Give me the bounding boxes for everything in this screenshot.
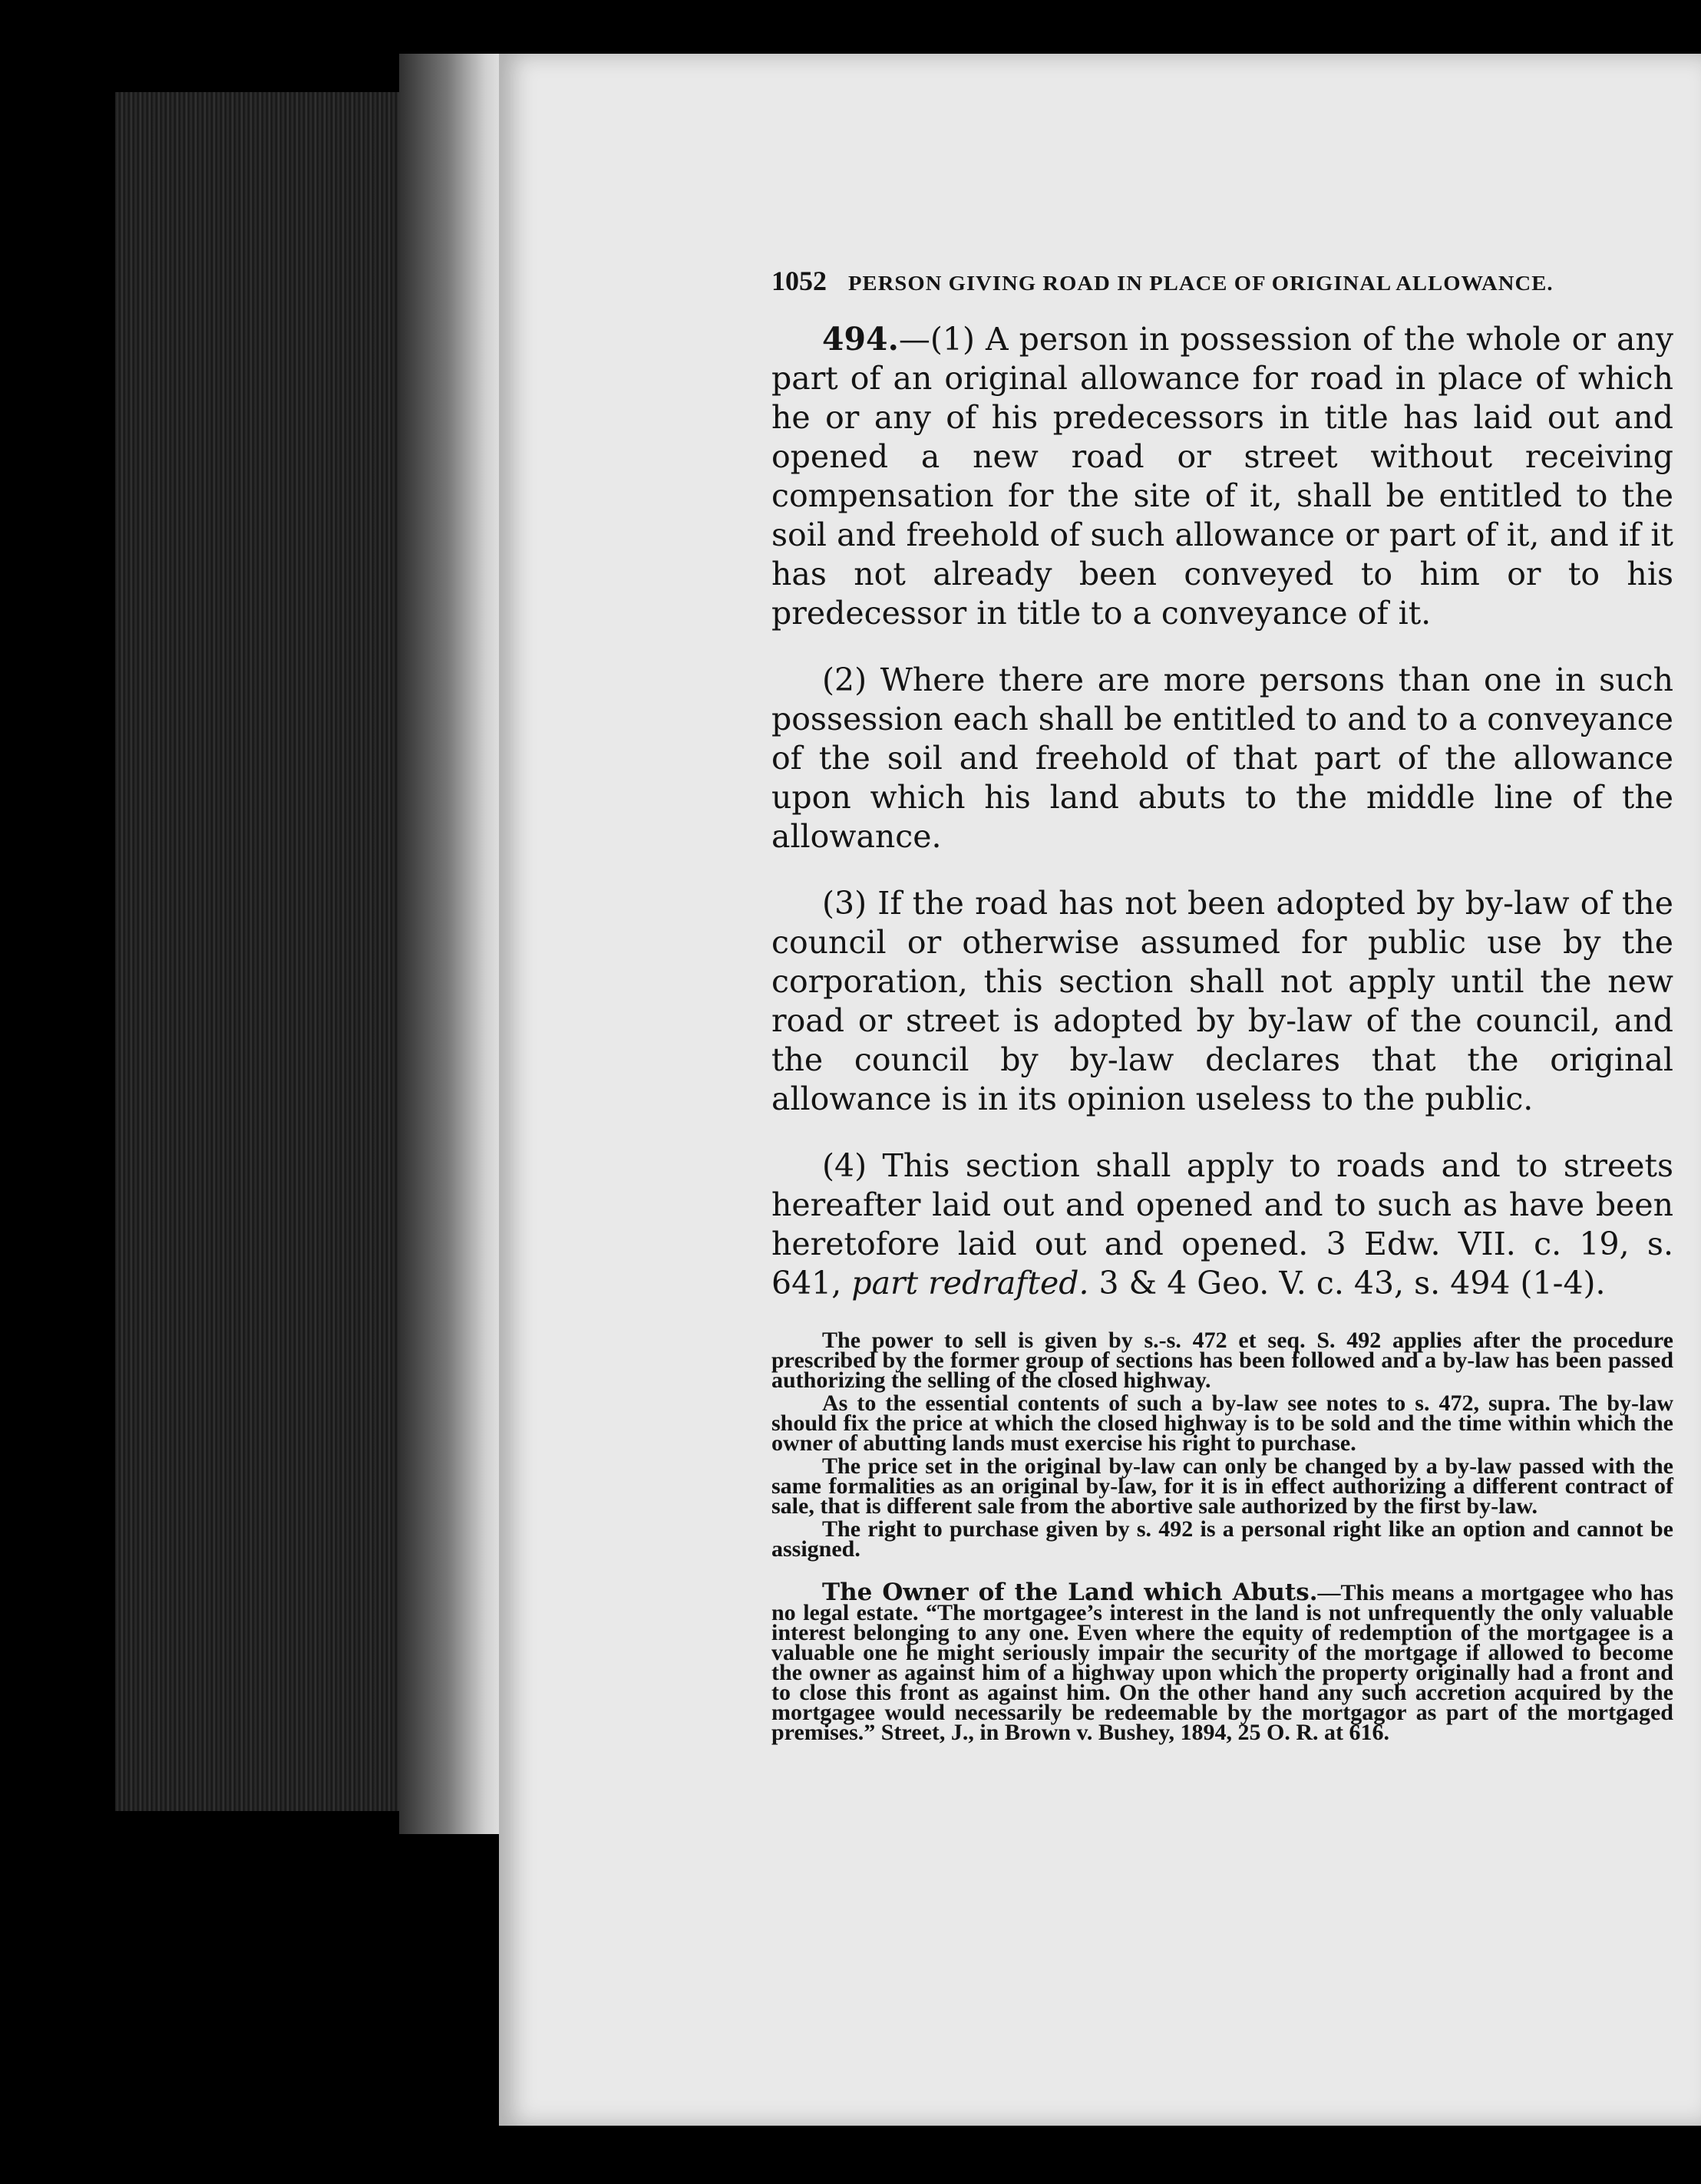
book-gutter: [399, 54, 507, 1834]
subsection-text-4-citation: 3 & 4 Geo. V. c. 43, s. 494 (1-4).: [1098, 1265, 1606, 1301]
owner-note-heading: The Owner of the Land which Abuts.: [822, 1579, 1318, 1606]
running-head: [771, 265, 1673, 297]
section-paragraph-2: [771, 661, 1673, 856]
subsection-label-3: (3): [822, 885, 867, 922]
section-paragraph-4: [771, 1146, 1673, 1303]
note-2: As to the essential contents of such a by-law see notes to s. 472, supra. The by-law should fix the price at which the closed highway is to be sold and the time within which the owner of abutting lands must exercise his right to purchase.: [771, 1391, 1673, 1456]
section-number: 494.: [822, 321, 899, 358]
note-1: The power to sell is given by s.-s. 472 et seq. S. 492 applies after the procedure prescribed by the former group of sections has been followed and a by-law has been passed authorizing the selling of the closed highway.: [771, 1328, 1673, 1393]
subsection-label-2: (2): [822, 661, 867, 698]
running-title: PERSON GIVING ROAD IN PLACE OF ORIGINAL ALLOWANCE.: [848, 272, 1554, 295]
note-3: The price set in the original by-law can only be changed by a by-law passed with the same formalities as an original by-law, for it is in effect authorizing a different contract of sale, that is different sale from the abortive sale authorized by the first by-law.: [771, 1453, 1673, 1519]
subsection-label-1: —(1): [898, 321, 975, 358]
section-paragraph-1: [771, 320, 1673, 633]
subsection-text-2: Where there are more persons than one in such possession each shall be entitled to and to a conveyance of the soil and freehold of that part of the allowance upon which his land abuts to the middle line of the allowance.: [771, 661, 1673, 855]
owner-note: [771, 1579, 1673, 1745]
page-content: [771, 265, 1673, 1746]
subsection-label-4: (4): [822, 1147, 867, 1184]
owner-note-text: —This means a mortgagee who has no legal estate. “The mortgagee’s interest in the land is not unfrequently the only valuable interest belonging to any one. Even where the equity of redemption of the mortgagee is a valuable one he might seriously impair the security of the mortgage if allowed to become the owner as against him of a highway upon which the property originally had a front and to close this front as against him. On the other hand any such accretion acquired by the mortgagee would necessarily be redeemable by the mortgagor as part of the mortgaged premises.” Street, J., in Brown v. Bushey, 1894, 25 O. R. at 616.: [771, 1580, 1673, 1745]
section-paragraph-3: [771, 884, 1673, 1119]
note-4: The right to purchase given by s. 492 is a personal right like an option and cannot be assigned.: [771, 1516, 1673, 1562]
subsection-text-4-italic: part redrafted.: [851, 1265, 1089, 1301]
annotation-notes: [771, 1328, 1673, 1745]
page-number: 1052: [771, 266, 827, 296]
subsection-text-3: If the road has not been adopted by by-law of the council or otherwise assumed for public use by the corporation, this section shall not apply until the new road or street is adopted by by-law of the council, and the council by by-law declares that the original allowance is in its opinion useless to the public.: [771, 885, 1673, 1117]
subsection-text-4: This section shall apply to roads and to streets hereafter laid out and opened and to such as have been heretofore laid out and opened. 3 Edw. VII. c. 19, s. 641,: [771, 1147, 1673, 1301]
subsection-text-1: A person in possession of the whole or any part of an original allowance for road in place of which he or any of his predecessors in title has laid out and opened a new road or street without receiving compensation for the site of it, shall be entitled to the soil and freehold of such allowance or part of it, and if it has not already been conveyed to him or to his predecessor in title to a conveyance of it.: [771, 321, 1673, 632]
